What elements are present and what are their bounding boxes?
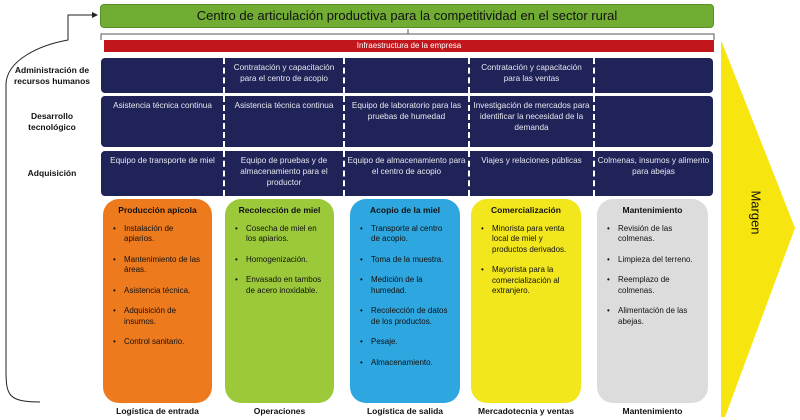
dashed-divider xyxy=(223,151,225,196)
support-row-label: Administración de recursos humanos xyxy=(13,64,91,86)
activity-item: • Asistencia técnica. xyxy=(111,286,204,297)
support-cell: Contratación y capacitación para el centro de acopio xyxy=(233,63,335,83)
support-cell: Equipo de transporte de miel xyxy=(110,156,215,165)
activity-item: • Pesaje. xyxy=(358,337,452,348)
activity-item: • Cosecha de miel en los apiarios. xyxy=(233,224,326,245)
support-row xyxy=(101,58,713,93)
dashed-divider xyxy=(343,96,345,147)
dashed-divider xyxy=(343,151,345,196)
support-cell: Colmenas, insumos y alimento para abejas xyxy=(597,156,710,176)
dashed-divider xyxy=(468,151,470,196)
support-cell: Equipo de laboratorio para las pruebas de humedad xyxy=(351,101,462,121)
activity-footer: Mantenimiento xyxy=(622,406,683,416)
support-cell: Equipo de almacenamiento para el centro de acopio xyxy=(347,156,466,176)
activity-item: • Instalación de apiarios. xyxy=(111,224,204,245)
activity-box xyxy=(103,199,212,403)
activity-title: Acopio de la miel xyxy=(370,205,440,215)
activity-footer: Mercadotecnia y ventas xyxy=(478,406,574,416)
support-cell: Asistencia técnica continua xyxy=(234,101,334,110)
support-cell xyxy=(594,96,713,104)
activity-box xyxy=(225,199,334,403)
dashed-divider xyxy=(223,96,225,147)
activity-title: Comercialización xyxy=(491,205,561,215)
activity-item: • Mayorista para la comercialización al extranjero. xyxy=(479,265,573,297)
margin-label: Margen xyxy=(748,190,764,235)
activity-item: • Control sanitario. xyxy=(111,337,204,348)
support-cell xyxy=(594,58,713,66)
activity-box xyxy=(597,199,708,403)
activity-item: • Homogenización. xyxy=(233,255,326,266)
activity-item: • Adquisición de insumos. xyxy=(111,306,204,327)
activity-item: • Toma de la muestra. xyxy=(358,255,452,266)
dashed-divider xyxy=(223,58,225,93)
dashed-divider xyxy=(593,96,595,147)
activity-item: • Medición de la humedad. xyxy=(358,275,452,296)
dashed-divider xyxy=(343,58,345,93)
dashed-divider xyxy=(593,58,595,93)
activity-item: • Revisión de las colmenas. xyxy=(605,224,700,245)
infrastructure-bar: Infraestructura de la empresa xyxy=(104,40,714,52)
activity-box xyxy=(350,199,460,403)
arrow-head-icon xyxy=(92,12,98,18)
activity-item: • Alimentación de las abejas. xyxy=(605,306,700,327)
support-cell: Viajes y relaciones públicas xyxy=(481,156,582,165)
dashed-divider xyxy=(468,58,470,93)
bracket xyxy=(101,29,714,40)
activity-footer: Logística de salida xyxy=(366,406,444,416)
activity-item: • Reemplazo de colmenas. xyxy=(605,275,700,296)
activity-item: • Minorista para venta local de miel y productos derivados. xyxy=(479,224,573,256)
activity-item: • Envasado en tambos de acero inoxidable. xyxy=(233,275,326,296)
activity-item: • Almacenamiento. xyxy=(358,358,452,369)
activity-footer: Logística de entrada xyxy=(116,406,199,416)
activity-title: Recolección de miel xyxy=(238,205,321,215)
support-row-label: Desarrollo tecnológico xyxy=(28,110,76,132)
support-cell: Contratación y capacitación para las ventas xyxy=(481,63,582,83)
support-cell: Investigación de mercados para identificar la necesidad de la demanda xyxy=(473,101,590,132)
activity-item: • Limpieza del terreno. xyxy=(605,255,700,266)
support-row xyxy=(101,151,713,196)
support-cell: Asistencia técnica continua xyxy=(113,101,212,110)
activity-item: • Recolección de datos de los productos. xyxy=(358,306,452,327)
activity-item: • Mantenimiento de las áreas. xyxy=(111,255,204,276)
activity-footer: Operaciones xyxy=(253,406,306,416)
dashed-divider xyxy=(468,96,470,147)
page-title: Centro de articulación productiva para la competitividad en el sector rural xyxy=(100,4,714,28)
support-cell xyxy=(101,58,224,66)
dashed-divider xyxy=(593,151,595,196)
activity-box xyxy=(471,199,581,403)
activity-title: Producción apícola xyxy=(118,205,197,215)
activity-item: • Transporte al centro de acopio. xyxy=(358,224,452,245)
support-cell xyxy=(344,58,469,66)
activity-title: Mantenimiento xyxy=(622,205,683,215)
support-row-label: Adquisición xyxy=(27,167,77,178)
support-row xyxy=(101,96,713,147)
support-cell: Equipo de pruebas y de almacenamiento para el productor xyxy=(240,156,328,187)
